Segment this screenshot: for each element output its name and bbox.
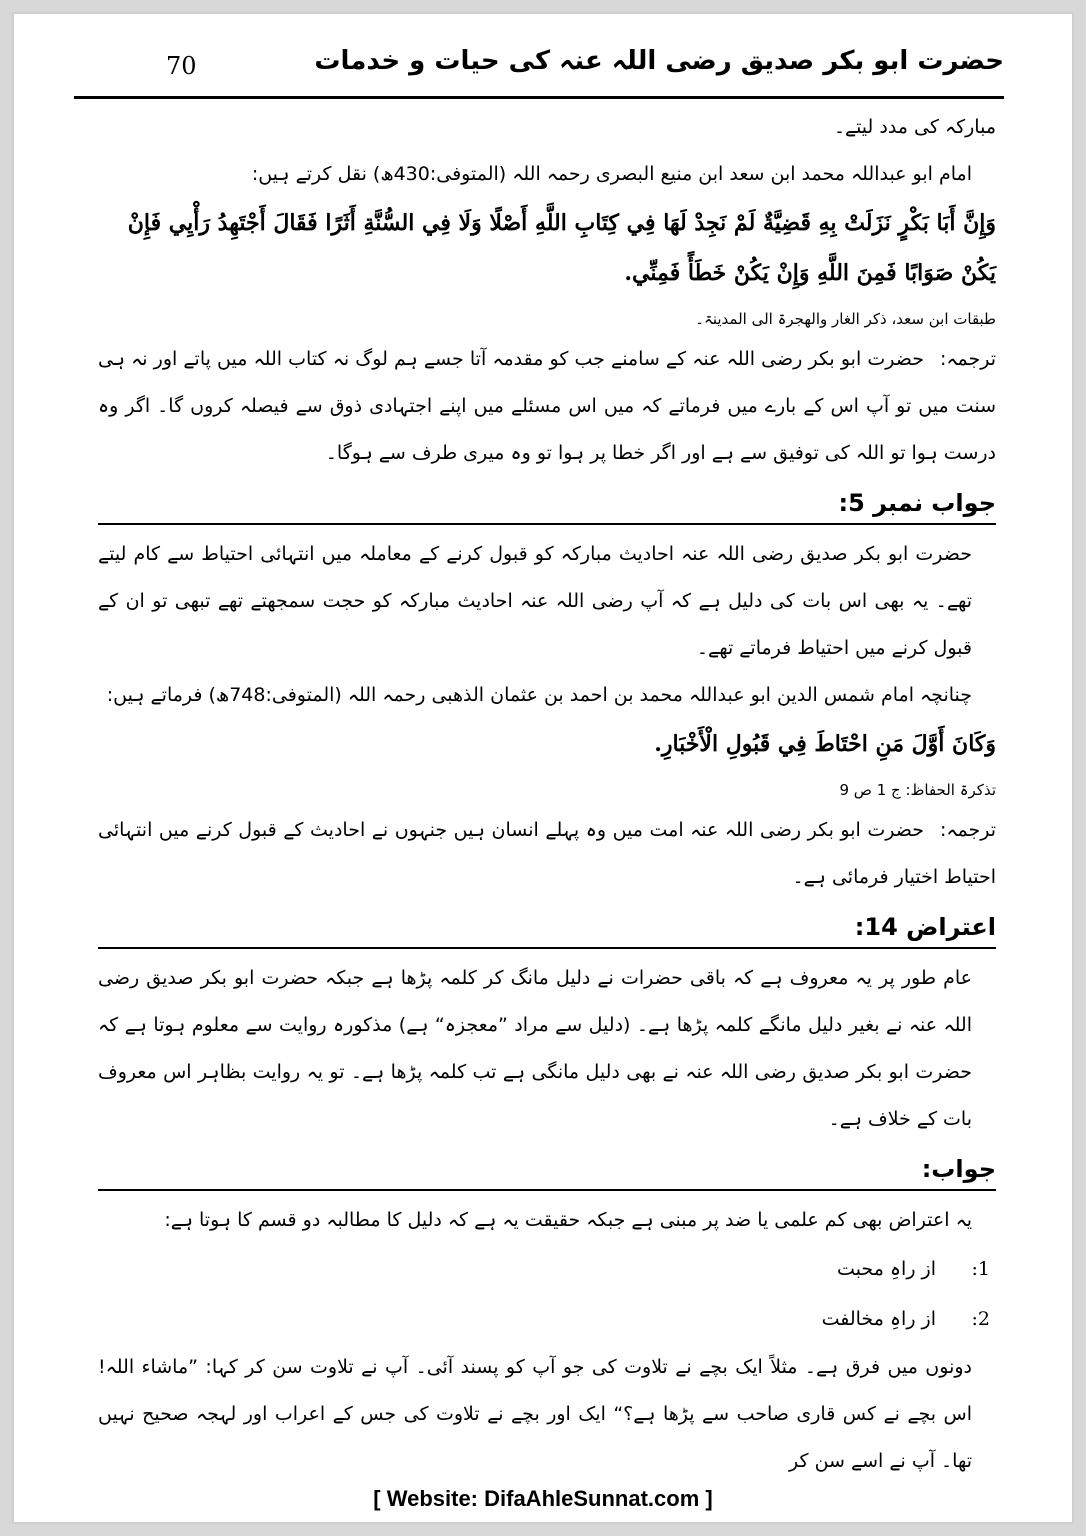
translation-2: [98, 807, 996, 901]
reference-2: تذکرۃ الحفاظ: ج 1 ص 9: [839, 781, 996, 799]
translation-1-text: حضرت ابو بکر رضی اللہ عنہ کے سامنے جب کو مقدمہ آتا جسے ہم لوگ نہ کتاب اللہ میں پاتے اور نہ ہی سنت میں تو آپ اس کے بارے میں فرماتے کہ میں اس مسئلے میں اپنے اجتہادی ذوق سے فیصلہ کروں گا۔ اگر وہ درست ہوا تو اللہ کی توفیق سے ہے اور اگر خطا پر ہوا تو وہ میری طرف سے ہوگا۔: [98, 348, 996, 464]
reference-1: طبقات ابن سعد، ذکر الغار والھجرۃ الی المدینۃ۔: [695, 310, 996, 328]
page-content: [98, 104, 996, 1482]
translation-1: [98, 336, 996, 477]
heading-itiraz-14: اعتراض 14:: [854, 913, 996, 941]
list-number: 2:: [971, 1308, 990, 1330]
paragraph-itiraz: عام طور پر یہ معروف ہے کہ باقی حضرات نے دلیل مانگ کر کلمہ پڑھا ہے جبکہ حضرت ابو بکر صدیق رضی اللہ عنہ نے بغیر دلیل مانگے کلمہ پڑھا ہے۔ (دلیل سے مراد ”معجزہ“ ہے) مذکورہ روایت سے معلوم ہوتا ہے کہ حضرت ابو بکر صدیق رضی اللہ عنہ نے بھی دلیل مانگی ہے تب کلمہ پڑھا ہے۔ تو یہ روایت بظاہر اس معروف بات کے خلاف ہے۔: [98, 967, 972, 1130]
arabic-quote-1: وَإِنَّ أَبَا بَكْرٍ نَزَلَتْ بِهِ قَضِيَّةٌ لَمْ نَجِدْ لَهَا فِي كِتَابِ اللَّهِ أَصْلًا وَلَا فِي السُّنَّةِ أَثَرًا فَقَالَ أَجْتَهِدُ رَأْيِي فَإِنْ يَكُنْ صَوَابًا فَمِنَ اللَّهِ وَإِنْ يَكُنْ خَطَأً فَمِنِّي.: [127, 210, 996, 286]
paragraph-farq: دونوں میں فرق ہے۔ مثلاً ایک بچے نے تلاوت کی جو آپ کو پسند آئی۔ آپ نے تلاوت سن کر کہا: ”ماشاء اللہ! اس بچے نے کس قاری صاحب سے پڑھا ہے؟“ ایک اور بچے نے تلاوت کی جس کے اعراب اور لہجہ صحیح نہیں تھا۔ آپ نے اسے سن کر: [98, 1356, 972, 1472]
section-divider-3: [98, 1143, 996, 1191]
page-header: [74, 44, 1004, 99]
translation-2-text: حضرت ابو بکر رضی اللہ عنہ امت میں وہ پہلے انسان ہیں جنہوں نے احادیث کے قبول کرنے میں انتہائی احتیاط اختیار فرمائی ہے۔: [98, 819, 996, 888]
heading-jawab: جواب:: [921, 1155, 996, 1183]
paragraph-continuation: مبارکہ کی مدد لیتے۔: [833, 116, 996, 138]
list-item: [98, 1244, 996, 1294]
document-page: [12, 12, 1074, 1524]
list-text: از راہِ محبت: [837, 1258, 936, 1280]
page-number: 70: [166, 52, 197, 80]
section-divider-2: [98, 901, 996, 949]
paragraph-imam-dhahabi: چنانچہ امام شمس الدین ابو عبداللہ محمد بن احمد بن عثمان الذھبی رحمہ اللہ (المتوفی:748ھ) فرماتے ہیں:: [106, 684, 972, 706]
section-divider-1: [98, 477, 996, 525]
paragraph-imam-ibn-saad: امام ابو عبداللہ محمد ابن سعد ابن منیع البصری رحمہ اللہ (المتوفی:430ھ) نقل کرتے ہیں:: [251, 163, 972, 185]
header-title: حضرت ابو بکر صدیق رضی اللہ عنہ کی حیات و خدمات: [314, 46, 1004, 76]
list-number: 1:: [971, 1258, 990, 1280]
arabic-quote-2: وَكَانَ أَوَّلَ مَنِ احْتَاطَ فِي قَبُولِ الْأَخْبَارِ.: [654, 731, 996, 757]
list-item: [98, 1294, 996, 1344]
paragraph-ihtiyat: حضرت ابو بکر صدیق رضی اللہ عنہ احادیث مبارکہ کو قبول کرنے کے معاملہ میں انتہائی احتیاط سے کام لیتے تھے۔ یہ بھی اس بات کی دلیل ہے کہ آپ رضی اللہ عنہ احادیث مبارکہ کو حجت سمجھتے تھے تبھی تو ان کے قبول کرنے میں احتیاط فرماتے تھے۔: [98, 543, 972, 659]
list-text: از راہِ مخالفت: [821, 1308, 936, 1330]
website-footer: [ Website: DifaAhleSunnat.com ]: [373, 1486, 713, 1511]
heading-jawab-5: جواب نمبر 5:: [838, 489, 996, 517]
translation-label: ترجمہ:: [939, 348, 996, 370]
paragraph-dalil: یہ اعتراض بھی کم علمی یا ضد پر مبنی ہے جبکہ حقیقت یہ ہے کہ دلیل کا مطالبہ دو قسم کا ہوتا ہے:: [164, 1209, 972, 1231]
translation-label: ترجمہ:: [939, 819, 996, 841]
